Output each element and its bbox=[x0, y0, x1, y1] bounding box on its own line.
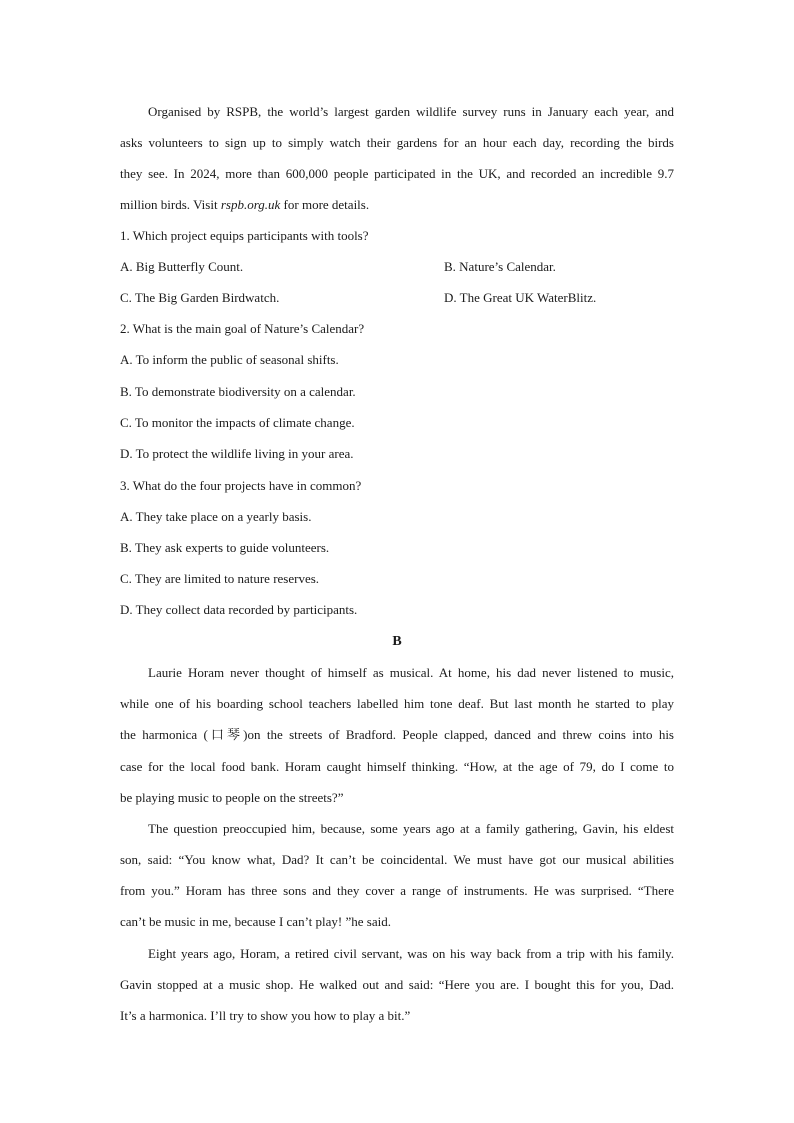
section-b-p3-line-1: Eight years ago, Horam, a retired civil servant, was on his way back from a trip with his family. bbox=[148, 946, 674, 961]
section-b-p3-line-3: It’s a harmonica. I’ll try to show you how to play a bit.” bbox=[120, 1008, 411, 1023]
section-b-p2-line-3: from you.” Horam has three sons and they cover a range of instruments. He was surprised. “There bbox=[120, 883, 674, 898]
section-b-p1-line-4: case for the local food bank. Horam caught himself thinking. “How, at the age of 79, do I come to bbox=[120, 759, 674, 774]
question-2-option-b: B. To demonstrate biodiversity on a calendar. bbox=[120, 384, 356, 399]
question-2-stem: 2. What is the main goal of Nature’s Calendar? bbox=[120, 321, 365, 336]
question-3-stem: 3. What do the four projects have in common? bbox=[120, 478, 362, 493]
question-1-option-b: B. Nature’s Calendar. bbox=[444, 259, 556, 274]
question-3-option-d: D. They collect data recorded by participants. bbox=[120, 602, 358, 617]
section-b-p1-line-2: while one of his boarding school teachers labelled him tone deaf. But last month he started to play bbox=[120, 696, 674, 711]
section-b-p3-line-2: Gavin stopped at a music shop. He walked out and said: “Here you are. I bought this for you, Dad. bbox=[120, 977, 674, 992]
question-2-option-c: C. To monitor the impacts of climate change. bbox=[120, 415, 355, 430]
question-2-option-d: D. To protect the wildlife living in your area. bbox=[120, 446, 354, 461]
section-b-heading: B bbox=[392, 634, 402, 649]
question-3-option-c: C. They are limited to nature reserves. bbox=[120, 571, 320, 586]
question-3-option-a: A. They take place on a yearly basis. bbox=[120, 509, 312, 524]
passage-a-line-2: asks volunteers to sign up to simply watch their gardens for an hour each day, recording the birds bbox=[120, 135, 674, 150]
question-1-stem: 1. Which project equips participants with tools? bbox=[120, 228, 369, 243]
section-b-p1-line-5: be playing music to people on the streets?” bbox=[120, 790, 344, 805]
question-3-option-b: B. They ask experts to guide volunteers. bbox=[120, 540, 330, 555]
passage-a-line-4 bbox=[120, 197, 674, 213]
rspb-link: rspb.org.uk bbox=[220, 197, 281, 212]
passage-a-line-1: Organised by RSPB, the world’s largest garden wildlife survey runs in January each year, and bbox=[148, 104, 674, 119]
section-b-p2-line-2: son, said: “You know what, Dad? It can’t be coincidental. We must have got our musical abilities bbox=[120, 852, 674, 867]
question-1-option-d: D. The Great UK WaterBlitz. bbox=[444, 290, 597, 305]
section-b-p2-line-1: The question preoccupied him, because, some years ago at a family gathering, Gavin, his eldest bbox=[148, 821, 674, 836]
question-1-option-a: A. Big Butterfly Count. bbox=[120, 259, 244, 274]
question-2-option-a: A. To inform the public of seasonal shifts. bbox=[120, 352, 339, 367]
section-b-p1-line-3: the harmonica (口琴)on the streets of Bradford. People clapped, danced and threw coins into his bbox=[120, 727, 674, 742]
passage-a-line-4-suffix: for more details. bbox=[280, 197, 370, 212]
section-b-p2-line-4: can’t be music in me, because I can’t play! ”he said. bbox=[120, 914, 391, 929]
section-b-p1-line-1: Laurie Horam never thought of himself as musical. At home, his dad never listened to music, bbox=[148, 665, 674, 680]
passage-a-line-4-prefix: million birds. Visit bbox=[120, 197, 221, 212]
question-1-option-c: C. The Big Garden Birdwatch. bbox=[120, 290, 280, 305]
passage-a-line-3: they see. In 2024, more than 600,000 people participated in the UK, and recorded an incredible 9.7 bbox=[120, 166, 674, 181]
